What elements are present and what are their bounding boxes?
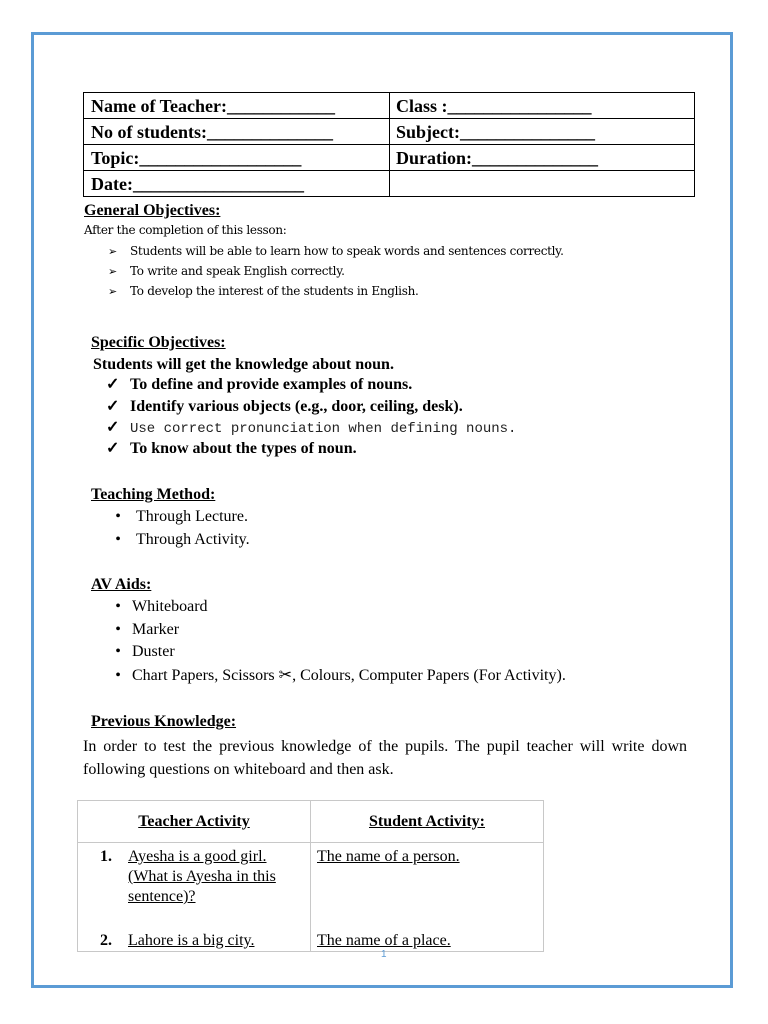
bullet-icon: • bbox=[115, 667, 121, 684]
bullet-icon: • bbox=[115, 621, 121, 638]
check-icon: ✓ bbox=[106, 440, 120, 457]
lesson-info-table bbox=[83, 92, 695, 197]
av-aids-heading: AV Aids: bbox=[91, 576, 152, 593]
specific-objective-item: ✓ To know about the types of noun. bbox=[106, 440, 357, 457]
activity-question: 1. Ayesha is a good girl. (What is Ayesha in this sentence)? bbox=[100, 848, 276, 905]
student-activity-cell bbox=[311, 843, 544, 952]
previous-knowledge-heading: Previous Knowledge: bbox=[91, 713, 237, 730]
topic-field: Topic:__________________ bbox=[84, 145, 390, 171]
general-objective-item: ➢ To write and speak English correctly. bbox=[108, 264, 345, 278]
bullet-icon: • bbox=[115, 508, 121, 525]
arrow-bullet-icon: ➢ bbox=[108, 286, 118, 298]
activity-question: 2. Lahore is a big city. bbox=[100, 932, 255, 949]
check-icon: ✓ bbox=[106, 419, 120, 436]
av-aid-item: • Chart Papers, Scissors ✂, Colours, Computer Papers (For Activity). bbox=[104, 666, 566, 686]
teaching-method-heading: Teaching Method: bbox=[91, 486, 216, 503]
activity-answer: The name of a place. bbox=[317, 932, 451, 949]
general-objectives-intro: After the completion of this lesson: bbox=[84, 223, 287, 237]
av-aid-item: • Duster bbox=[104, 642, 175, 662]
teaching-method-item: • Through Activity. bbox=[104, 530, 250, 550]
av-aid-item: • Marker bbox=[104, 620, 179, 640]
specific-objective-item: ✓ To define and provide examples of nouns. bbox=[106, 376, 413, 393]
teacher-activity-header: Teacher Activity bbox=[78, 801, 311, 843]
page-number: 1 bbox=[381, 949, 387, 960]
specific-objectives-heading: Specific Objectives: bbox=[91, 334, 226, 351]
bullet-icon: • bbox=[115, 531, 121, 548]
general-objective-item: ➢ To develop the interest of the students in English. bbox=[108, 284, 419, 298]
previous-knowledge-paragraph: In order to test the previous knowledge of the pupils. The pupil teacher will write down following questions on whiteboard and then ask. bbox=[83, 738, 687, 778]
subject-field: Subject:_______________ bbox=[390, 119, 695, 145]
empty-cell bbox=[390, 171, 695, 197]
check-icon: ✓ bbox=[106, 376, 120, 393]
general-objectives-heading: General Objectives: bbox=[84, 202, 221, 219]
teacher-field: Name of Teacher:____________ bbox=[84, 93, 390, 119]
date-field: Date:___________________ bbox=[84, 171, 390, 197]
specific-objective-item: ✓ Use correct pronunciation when defining nouns. bbox=[106, 419, 517, 437]
check-icon: ✓ bbox=[106, 398, 120, 415]
class-field: Class :________________ bbox=[390, 93, 695, 119]
activity-table bbox=[77, 800, 544, 952]
teaching-method-item: • Through Lecture. bbox=[104, 507, 248, 527]
av-aid-item: • Whiteboard bbox=[104, 597, 208, 617]
specific-objectives-intro: Students will get the knowledge about noun. bbox=[93, 356, 394, 373]
student-activity-header: Student Activity: bbox=[311, 801, 544, 843]
duration-field: Duration:______________ bbox=[390, 145, 695, 171]
students-field: No of students:______________ bbox=[84, 119, 390, 145]
arrow-bullet-icon: ➢ bbox=[108, 266, 118, 278]
teacher-activity-cell bbox=[78, 843, 311, 952]
general-objective-item: ➢ Students will be able to learn how to speak words and sentences correctly. bbox=[108, 244, 564, 258]
bullet-icon: • bbox=[115, 598, 121, 615]
specific-objective-item: ✓ Identify various objects (e.g., door, ceiling, desk). bbox=[106, 398, 463, 415]
activity-answer: The name of a person. bbox=[317, 848, 460, 865]
bullet-icon: • bbox=[115, 643, 121, 660]
arrow-bullet-icon: ➢ bbox=[108, 246, 118, 258]
